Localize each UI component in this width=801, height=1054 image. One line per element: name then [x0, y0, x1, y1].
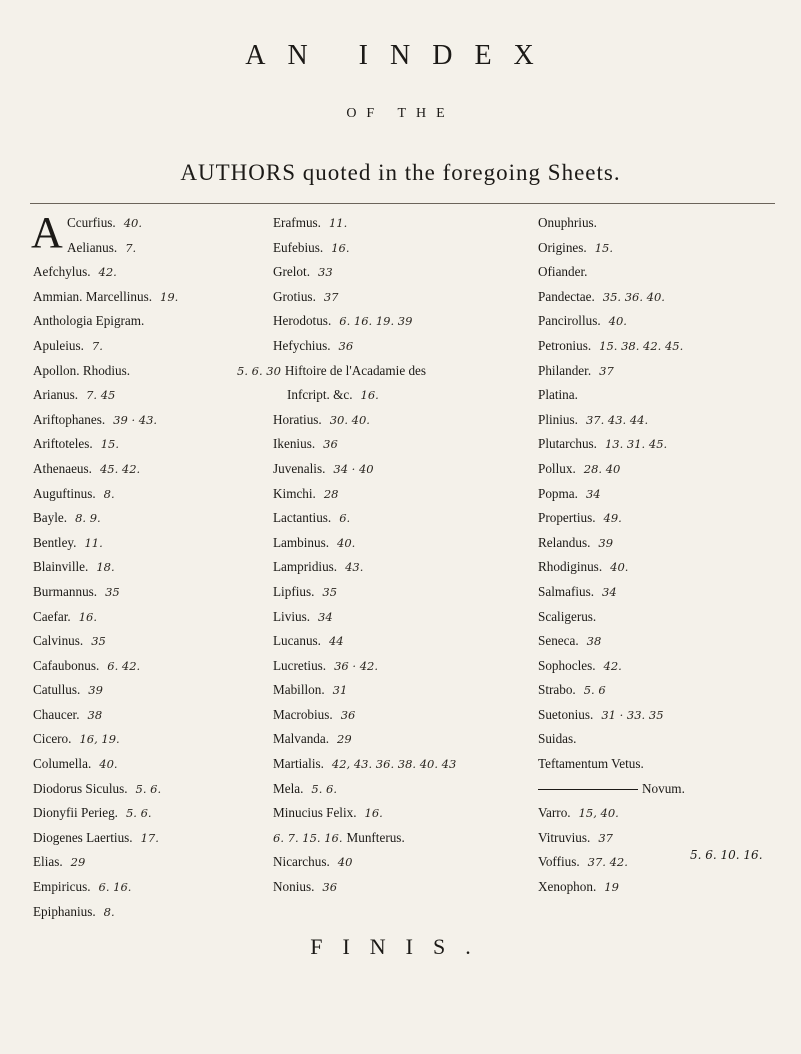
page-numbers: 18. — [96, 560, 115, 575]
page-numbers: 42. — [603, 658, 622, 673]
author-name: Scaligerus. — [538, 608, 597, 624]
page-numbers: 31 · 33. 35 — [601, 707, 664, 722]
author-name: Ariftophanes. — [33, 411, 106, 427]
page-numbers: 16, 19. — [79, 732, 120, 747]
author-name: Livius. — [273, 608, 310, 624]
author-name: Nicarchus. — [273, 854, 330, 870]
author-name: Onuphrius. — [538, 215, 597, 230]
index-entry — [273, 875, 573, 900]
index-entry — [33, 900, 268, 925]
page-numbers: 31 — [332, 683, 348, 698]
author-name: Lucanus. — [273, 633, 321, 649]
index-entry — [538, 678, 788, 703]
page-numbers: 8. 9. — [75, 511, 101, 526]
page-numbers: 40. — [608, 314, 627, 329]
index-entry — [237, 359, 573, 384]
index-entry — [273, 826, 573, 851]
page-numbers: 19. — [160, 289, 179, 304]
index-entry — [273, 309, 573, 334]
page-numbers: 34 · 40 — [333, 461, 374, 476]
page-numbers: 15. 38. 42. 45. — [599, 338, 684, 353]
index-entry — [273, 777, 573, 802]
author-name: Nonius. — [273, 879, 315, 895]
index-entry — [538, 752, 788, 777]
author-name: Suidas. — [538, 731, 577, 747]
author-name: Philander. — [538, 362, 592, 378]
index-entry — [538, 506, 788, 531]
page-numbers: 36 — [322, 880, 338, 895]
author-name: Horatius. — [273, 411, 322, 427]
index-entry — [273, 457, 573, 482]
author-name: Catullus. — [33, 682, 81, 698]
page-numbers: 11. — [84, 535, 103, 550]
author-name: Relandus. — [538, 534, 591, 550]
page-numbers: 28 — [323, 486, 339, 501]
author-name: Ariftoteles. — [33, 436, 93, 452]
page-numbers: 6. — [339, 511, 351, 526]
page-numbers: 42, 43. 36. 38. 40. 43 — [331, 757, 457, 772]
author-name: Erafmus. — [273, 215, 321, 230]
index-entry — [273, 285, 573, 310]
page-numbers: 15, 40. — [578, 806, 619, 821]
index-entry — [538, 580, 788, 605]
index-entry — [538, 457, 788, 482]
index-column-1 — [31, 208, 268, 924]
author-name: Rhodiginus. — [538, 559, 603, 575]
index-entry — [538, 801, 788, 826]
author-name: Dionyfii Perieg. — [33, 805, 118, 821]
page-numbers: 36 — [338, 338, 354, 353]
page-numbers: 37. 43. 44. — [585, 412, 649, 427]
author-name: Pandectae. — [538, 288, 595, 304]
index-entry — [33, 703, 268, 728]
page-numbers: 42. — [98, 265, 117, 280]
index-entry — [33, 260, 268, 285]
index-column-2 — [237, 211, 573, 900]
page-numbers: 5. 6. — [311, 781, 338, 796]
index-entry — [33, 408, 268, 433]
author-name: Petronius. — [538, 337, 592, 353]
page-numbers: 5. 6 — [583, 683, 606, 698]
index-entry — [273, 752, 573, 777]
index-entry — [33, 801, 268, 826]
page-numbers: 37 — [598, 830, 613, 845]
page-numbers: 29 — [70, 855, 86, 870]
author-name: Hefychius. — [273, 337, 331, 353]
author-name: Teftamentum Vetus. — [538, 756, 644, 772]
page-numbers: 39 — [598, 535, 614, 550]
page-numbers: 34 — [318, 609, 333, 624]
index-heading: AUTHORS quoted in the foregoing Sheets. — [180, 160, 621, 185]
author-name: Grotius. — [273, 288, 316, 304]
author-name: Juvenalis. — [273, 460, 326, 476]
page-numbers: 35 — [322, 584, 338, 599]
page-numbers: 15. — [594, 240, 614, 255]
margin-page-numbers: 5. 6. 10. 16. — [690, 848, 763, 862]
index-entry — [273, 654, 573, 679]
index-entry — [33, 875, 268, 900]
author-name: Ikenius. — [273, 436, 316, 452]
author-name: Auguftinus. — [33, 485, 96, 501]
page-numbers: 16. — [78, 609, 98, 624]
index-entry — [33, 482, 268, 507]
author-name: Chaucer. — [33, 706, 80, 722]
index-entry — [273, 801, 573, 826]
index-entry — [33, 383, 268, 408]
page-numbers: 37 — [599, 363, 614, 378]
page-numbers: 6. 16. — [98, 880, 132, 895]
author-name: Popma. — [538, 485, 578, 501]
index-entry — [538, 408, 788, 433]
author-name: Diogenes Laertius. — [33, 829, 133, 845]
index-entry — [538, 654, 788, 679]
author-name: Cicero. — [33, 731, 72, 747]
author-name: Suetonius. — [538, 706, 594, 722]
author-name: Pancirollus. — [538, 313, 601, 329]
index-entry — [33, 629, 268, 654]
author-name: Kimchi. — [273, 485, 316, 501]
index-entry — [273, 850, 573, 875]
index-entry — [33, 457, 268, 482]
page-numbers: 30. 40. — [329, 412, 370, 427]
author-name: Ammian. Marcellinus. — [33, 288, 153, 304]
author-name: Strabo. — [538, 682, 576, 698]
page-numbers: 39 · 43. — [113, 412, 158, 427]
index-entry — [538, 359, 788, 384]
index-entry — [33, 432, 268, 457]
index-entry — [538, 727, 788, 752]
page-numbers: 16. — [331, 240, 350, 255]
index-entry — [273, 580, 573, 605]
index-entry — [273, 383, 573, 408]
author-name: Malvanda. — [273, 731, 330, 747]
author-name: Columella. — [33, 756, 92, 772]
page-numbers: 19 — [604, 880, 619, 895]
index-entry — [273, 211, 573, 236]
author-name: Mela. — [273, 780, 304, 796]
page-numbers: 34 — [602, 584, 617, 599]
page-numbers: 40 — [337, 855, 353, 870]
author-name: Ofiander. — [538, 264, 588, 280]
author-name: Salmafius. — [538, 583, 595, 599]
page-numbers: 49. — [603, 511, 622, 526]
index-entry — [33, 285, 268, 310]
author-name: Voffius. — [538, 854, 580, 870]
author-name: Mabillon. — [273, 682, 325, 698]
page-numbers: 40. — [610, 560, 629, 575]
page-numbers: 37 — [323, 289, 339, 304]
index-entry — [538, 309, 788, 334]
page-numbers: 29 — [337, 732, 352, 747]
author-name: Ccurfius. — [67, 215, 116, 230]
page-numbers: 35 — [105, 584, 120, 599]
author-name: Arianus. — [33, 387, 79, 403]
index-entry — [538, 703, 788, 728]
author-name: Lambinus. — [273, 534, 330, 550]
page-numbers: 15. — [100, 437, 119, 452]
finis: FINIS. — [310, 934, 491, 959]
index-entry — [538, 555, 788, 580]
index-entry — [538, 334, 788, 359]
author-name: Anthologia Epigram. — [33, 313, 145, 329]
page-numbers: 35 — [91, 634, 106, 649]
page-numbers: 40. — [123, 216, 143, 230]
index-entry — [33, 580, 268, 605]
index-subtitle: OF THE — [346, 106, 455, 121]
author-name: Lactantius. — [273, 510, 332, 526]
author-name: Platina. — [538, 387, 578, 403]
page-numbers: 16. — [364, 806, 383, 821]
index-entry — [33, 555, 268, 580]
page-numbers: 43. — [345, 560, 364, 575]
page-numbers: 5. 6. — [125, 806, 152, 821]
index-entry — [33, 531, 268, 556]
author-name: Novum. — [642, 780, 685, 796]
author-name: Apuleius. — [33, 337, 84, 353]
page-numbers: 37. 42. — [587, 855, 628, 870]
index-entry — [273, 703, 573, 728]
index-entry — [33, 678, 268, 703]
index-entry — [538, 605, 788, 630]
index-entry — [538, 482, 788, 507]
index-entry — [33, 334, 268, 359]
index-entry — [538, 826, 788, 851]
author-name: Bayle. — [33, 510, 68, 526]
author-name: Epiphanius. — [33, 903, 96, 919]
page-numbers: 16. — [360, 388, 379, 403]
author-name: Origines. — [538, 239, 587, 255]
index-entry — [538, 383, 788, 408]
page-numbers: 13. 31. 45. — [604, 437, 668, 452]
page-numbers: 33 — [318, 265, 333, 280]
author-name: Grelot. — [273, 264, 310, 280]
ditto-dash — [538, 789, 638, 790]
author-name: Eufebius. — [273, 239, 324, 255]
page-numbers: 6. 42. — [107, 658, 141, 673]
author-name: Diodorus Siculus. — [33, 780, 128, 796]
author-name: Calvinus. — [33, 633, 84, 649]
index-entry — [273, 408, 573, 433]
index-entry — [33, 777, 268, 802]
author-name: Aefchylus. — [33, 264, 91, 280]
index-entry — [273, 482, 573, 507]
page-numbers: 6. 16. 19. 39 — [339, 314, 413, 329]
index-entry — [33, 359, 268, 384]
page-numbers: 36 — [340, 707, 356, 722]
index-entry — [538, 777, 788, 802]
index-entry — [273, 334, 573, 359]
page-numbers: 6. 7. 15. 16. — [273, 830, 343, 845]
page-numbers: 39 — [88, 683, 103, 698]
index-entry — [273, 506, 573, 531]
author-name: Burmannus. — [33, 583, 98, 599]
index-title: AN INDEX — [245, 40, 556, 71]
author-name: Munfterus. — [346, 829, 405, 845]
author-name: Athenaeus. — [33, 460, 92, 476]
author-name: Empiricus. — [33, 879, 91, 895]
index-entry — [33, 850, 268, 875]
page-numbers: 17. — [140, 830, 159, 845]
index-entry — [273, 555, 573, 580]
author-name: Seneca. — [538, 633, 579, 649]
author-name: Minucius Felix. — [273, 805, 357, 821]
author-name: Pollux. — [538, 460, 576, 476]
page-numbers: 40. — [337, 535, 356, 550]
author-name: Herodotus. — [273, 313, 332, 329]
index-entry — [33, 506, 268, 531]
index-entry — [538, 432, 788, 457]
author-name: Sophocles. — [538, 657, 596, 673]
index-entry — [33, 605, 268, 630]
index-entry — [33, 727, 268, 752]
author-name: Varro. — [538, 805, 571, 821]
author-name: Apollon. Rhodius. — [33, 362, 131, 378]
index-entry — [273, 531, 573, 556]
author-name: Macrobius. — [273, 706, 333, 722]
page-numbers: 34 — [585, 486, 601, 501]
index-entry — [538, 211, 788, 236]
author-name: Cafaubonus. — [33, 657, 100, 673]
index-entry — [538, 629, 788, 654]
author-name: Lipfius. — [273, 583, 315, 599]
author-name: Plinius. — [538, 411, 578, 427]
index-entry — [33, 236, 268, 261]
index-entry — [538, 875, 788, 900]
page-numbers: 44 — [328, 634, 344, 649]
author-name: Xenophon. — [538, 879, 597, 895]
page-numbers: 28. 40 — [583, 461, 621, 476]
author-name: Plutarchus. — [538, 436, 597, 452]
author-name: Bentley. — [33, 534, 77, 550]
author-name: Elias. — [33, 854, 63, 870]
author-name: Lucretius. — [273, 657, 327, 673]
index-entry — [538, 260, 788, 285]
index-entry — [273, 629, 573, 654]
index-entry — [273, 236, 573, 261]
author-name: Vitruvius. — [538, 829, 591, 845]
author-name: Blainville. — [33, 559, 89, 575]
page-numbers: 7. 45 — [86, 388, 116, 403]
index-entry — [33, 654, 268, 679]
index-entry — [273, 678, 573, 703]
author-name: Aelianus. — [67, 239, 118, 255]
page-numbers: 7. — [125, 240, 137, 255]
drop-cap-a: A — [31, 208, 63, 257]
index-entry — [273, 432, 573, 457]
page-numbers: 5. 6. — [135, 781, 162, 796]
author-name: Propertius. — [538, 510, 596, 526]
author-name: Hiftoire de l'Acadamie des — [284, 362, 427, 378]
page-numbers: 45. 42. — [99, 461, 141, 476]
index-entry — [538, 236, 788, 261]
index-entry — [33, 752, 268, 777]
page-numbers: 36 — [323, 437, 338, 452]
author-name: Caefar. — [33, 608, 71, 624]
page-numbers: 38 — [586, 634, 602, 649]
index-entry — [273, 727, 573, 752]
page-numbers: 38 — [87, 707, 103, 722]
page-numbers: 8. — [103, 486, 115, 501]
heading-rule — [30, 203, 775, 204]
page-numbers: 40. — [99, 757, 118, 772]
page-numbers: 7. — [91, 338, 103, 353]
page-numbers: 11. — [328, 216, 348, 230]
index-column-3 — [538, 211, 788, 900]
page-numbers: 36 · 42. — [334, 658, 378, 673]
index-entry — [33, 309, 268, 334]
index-entry — [33, 826, 268, 851]
author-name: Infcript. &c. — [287, 387, 353, 403]
author-name: Lampridius. — [273, 559, 338, 575]
page-numbers: 5. 6. 30 — [237, 363, 281, 378]
index-entry — [273, 260, 573, 285]
author-name: Martialis. — [273, 756, 324, 772]
page-numbers: 35. 36. 40. — [602, 289, 665, 304]
index-entry — [538, 531, 788, 556]
index-entry — [538, 285, 788, 310]
page-numbers: 8. — [103, 904, 115, 919]
index-entry — [273, 605, 573, 630]
